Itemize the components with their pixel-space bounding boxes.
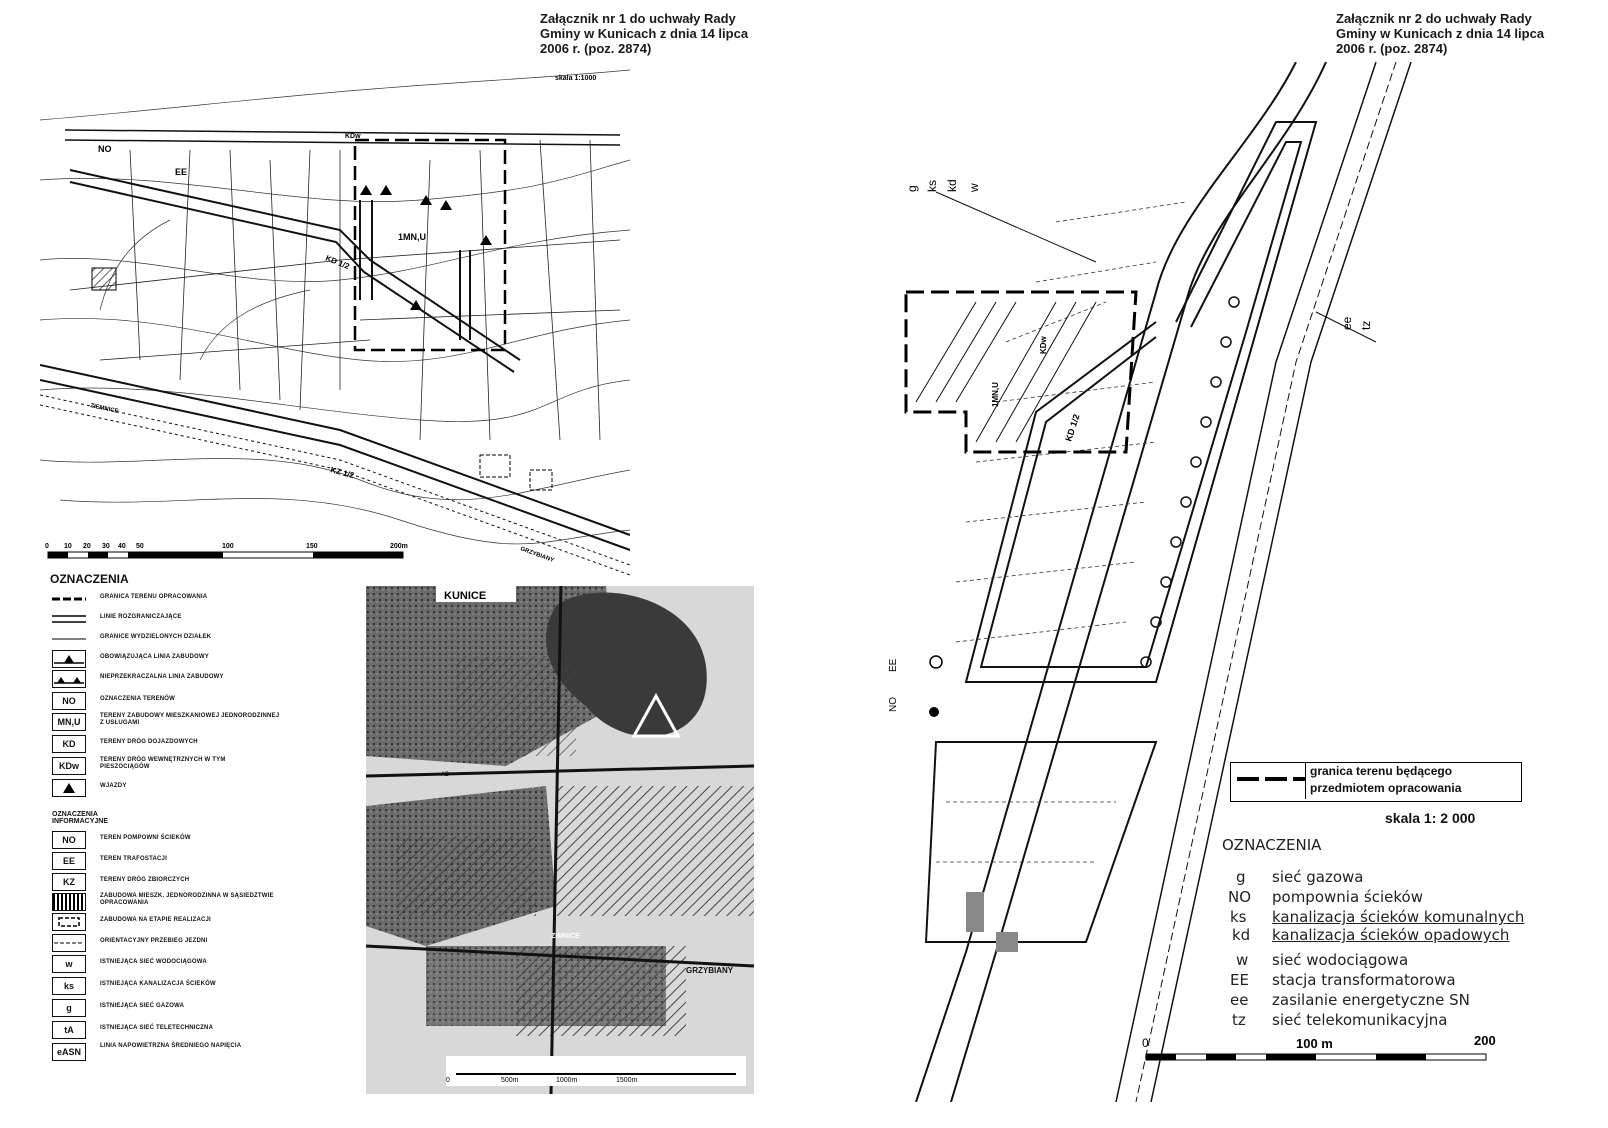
building-line-markers [360,185,492,310]
scale-tick: 50 [136,543,144,550]
pump-station-icon [929,707,939,717]
legend-item-text: ISTNIEJĄCA SIEĆ TELETECHNICZNA [100,1025,214,1031]
zone-code-symbol: KD [52,735,86,753]
legend-item [52,893,352,913]
utilities-map [856,62,1596,1102]
legend2-title: OZNACZENIA [1222,836,1322,854]
zone-label-kdw: KDw [1039,336,1048,354]
legend-item [52,999,352,1019]
boundary-line-symbol [52,610,86,628]
zone-code-symbol: tA [52,1021,86,1039]
legend-item-text: WJAZDY [100,783,127,789]
legend-item [52,610,352,630]
right-header-line: Gminy w Kunicach z dnia 14 lipca [1336,26,1545,41]
town-label-grzybiany: GRZYBIANY [686,966,734,975]
zone-label-ab: AB [441,772,450,778]
scale-tick: 500m [501,1077,519,1084]
zone-code-symbol: w [52,955,86,973]
building-in-progress [480,455,510,477]
street-label-ziemnice: ZIEMNICE [89,403,119,415]
legend-item-text: TEREN POMPOWNI ŚCIEKÓW [100,835,191,841]
zone-label-no: NO [98,144,112,154]
scale-tick: 0 [446,1077,450,1084]
legend-item-text: LINIE ROZGRANICZAJĄCE [100,614,182,620]
map2-scale-label: skala 1: 2 000 [1385,810,1476,826]
legend2-code: ee [1230,991,1249,1009]
site-plan-map [40,60,630,580]
utility-label-w: w [967,183,981,192]
boundary-legend-text-box [1305,763,1518,799]
utility-label-g: g [905,185,919,192]
zone-code-symbol: KDw [52,757,86,775]
scale-tick: 100 [222,543,234,550]
left-header-line: 2006 r. (poz. 2874) [540,41,652,56]
legend-item-text: OZNACZENIA TERENÓW [100,696,176,702]
legend-item [52,670,352,690]
scale-tick: 100 m [1296,1036,1333,1051]
right-header-line: Załącznik nr 2 do uchwały Rady [1336,11,1532,26]
legend-item [52,852,352,872]
scale-tick: 20 [83,543,91,550]
utility-circles [1141,297,1239,667]
right-header-line: 2006 r. (poz. 2874) [1336,41,1448,56]
orientation-map [366,586,754,1094]
street-label-grzybiany: GRZYBIANY [519,546,555,564]
zone-label-ee: EE [888,658,899,672]
boundary-legend [1230,762,1522,802]
zone-code-symbol: g [52,999,86,1017]
roadway-symbol [52,934,86,952]
legend2-text: kanalizacja ścieków komunalnych [1272,908,1525,926]
town-label-kunice: KUNICE [444,590,487,602]
legend-item-text: OBOWIĄZUJĄCA LINIA ZABUDOWY [100,654,209,660]
legend-item [52,735,352,755]
zone-code-symbol: eASN [52,1043,86,1061]
info-legend-title: OZNACZENIA INFORMACYJNE [52,811,109,825]
legend2-text: pompownia ścieków [1272,888,1423,906]
zone-label-kz: KZ 1/2 [329,465,356,481]
legend2-text: kanalizacja ścieków opadowych [1272,926,1510,944]
legend-item-text: TEREN TRAFOSTACJI [100,856,167,862]
legend2-code: EE [1230,971,1249,989]
dashed-boundary-symbol [52,590,86,608]
legend-item-text: TERENY DRÓG WEWNĘTRZNYCH W TYM PIESZOCIĄGÓW [100,757,226,770]
legend2-code: tz [1232,1011,1246,1029]
top-road [65,130,620,145]
legend-item-text: NIEPRZEKRACZALNA LINIA ZABUDOWY [100,674,224,680]
legend2-text: sieć gazowa [1272,868,1364,886]
existing-building [92,268,116,290]
legend-item-text: TERENY DRÓG DOJAZDOWYCH [100,739,198,745]
zone-label-1mnu: 1MN,U [991,382,1000,407]
legend-item [52,934,352,954]
scale-tick: 200 [1474,1033,1496,1048]
legend-item [52,977,352,997]
legend-item-text: GRANICE WYDZIELONYCH DZIAŁEK [100,634,212,640]
legend-item [52,630,352,650]
zone-label-kd: KD 1/2 [324,253,351,272]
legend2-text: sieć wodociągowa [1272,951,1409,969]
legend2-code: ks [1230,908,1247,926]
scale-bar [45,543,408,558]
zone-code-symbol: ks [52,977,86,995]
legend-item [52,713,352,733]
legend2-text: zasilanie energetyczne SN [1272,991,1470,1009]
legend-title: OZNACZENIA [50,572,129,586]
town-label-zimnice: ZIMNICE [551,933,580,940]
utility-label-tz: tz [1359,320,1373,330]
legend-item-text: ISTNIEJĄCA SIEĆ WODOCIĄGOWA [100,959,207,965]
kd-road [70,170,520,372]
zone-label-no: NO [888,697,899,712]
scale-tick: 150 [306,543,318,550]
scale-tick: 1000m [556,1077,578,1084]
legend-item-text: ISTNIEJĄCA SIEĆ GAZOWA [100,1003,185,1009]
scale-note: skala 1:1000 [555,75,597,82]
zone-code-symbol: KZ [52,873,86,891]
legend2-text: stacja transformatorowa [1272,971,1456,989]
legend-item [52,757,352,777]
legend2-text: sieć telekomunikacyjna [1272,1011,1448,1029]
left-header [540,11,790,56]
zone-code-symbol: EE [52,852,86,870]
legend2-code: NO [1228,888,1252,906]
left-header-line: Gminy w Kunicach z dnia 14 lipca [540,26,749,41]
legend2-code: kd [1232,926,1251,944]
zone-label-1mnu: 1MN,U [398,232,427,242]
legend-item-text: GRANICA TERENU OPRACOWANIA [100,594,208,600]
legend2-code: g [1236,868,1246,886]
zone-code-symbol: NO [52,692,86,710]
parcel-line-symbol [52,630,86,648]
legend-item-text: LINIA NAPOWIETRZNA ŚREDNIEGO NAPIĘCIA [100,1043,242,1049]
zone-code-symbol: MN,U [52,713,86,731]
entrance-symbol [52,779,86,797]
legend-item [52,650,352,670]
legend-item-text: ISTNIEJĄCA KANALIZACJA ŚCIEKÓW [100,981,216,987]
utility-label-ks: ks [925,180,939,192]
legend-item [52,1043,352,1063]
scale-tick: 0 [1142,1036,1149,1050]
transformer-icon [930,656,942,668]
boundary-legend-line: granica terenu będącego [1310,764,1453,778]
legend-item [52,913,352,933]
scale-tick: 10 [64,543,72,550]
building-line-symbol [52,670,86,688]
scale-tick: 200m [390,543,408,550]
mandatory-line-symbol [52,650,86,668]
utility-label-kd: kd [945,179,959,192]
legend-item [52,955,352,975]
legend-item-text: ZABUDOWA NA ETAPIE REALIZACJI [100,917,211,923]
legend-item-text: TERENY DRÓG ZBIORCZYCH [100,877,190,883]
study-boundary [906,292,1136,452]
legend-item-text: ZABUDOWA MIESZK. JEDNORODZINNA W SĄSIEDZTWIE OPRACOWANIA [100,893,274,906]
boundary-legend-line: przedmiotem opracowania [1310,781,1462,795]
hatched-building-symbol [52,893,86,911]
loop-road [926,122,1316,942]
left-header-line: Załącznik nr 1 do uchwały Rady [540,11,736,26]
scale-tick: 40 [118,543,126,550]
zone-label-kdw: KDw [345,133,361,140]
construction-symbol [52,913,86,931]
zone-code-symbol: NO [52,831,86,849]
right-header [1336,11,1606,56]
scale-tick: 0 [45,543,49,550]
legend-item [52,873,352,893]
legend-item [52,692,352,712]
main-road-corridor [916,62,1411,1102]
legend-item [52,779,352,799]
zone-label-kd: KD 1/2 [1063,412,1082,443]
scale-tick: 30 [102,543,110,550]
zone-label-ee: EE [175,167,188,177]
legend-item-text: TERENY ZABUDOWY MIESZKANIOWEJ JEDNORODZINNEJ Z USŁUGAMI [100,713,280,726]
scale-tick: 1500m [616,1077,638,1084]
legend-item-text: ORIENTACYJNY PRZEBIEG JEZDNI [100,938,208,944]
legend-item [52,590,352,610]
map2-scale-bar [1142,1033,1496,1060]
legend-item [52,1021,352,1041]
legend2-code: w [1236,951,1249,969]
utility-label-ee: ee [1340,316,1354,330]
dashed-boundary-symbol [1237,773,1305,785]
legend-item [52,831,352,851]
